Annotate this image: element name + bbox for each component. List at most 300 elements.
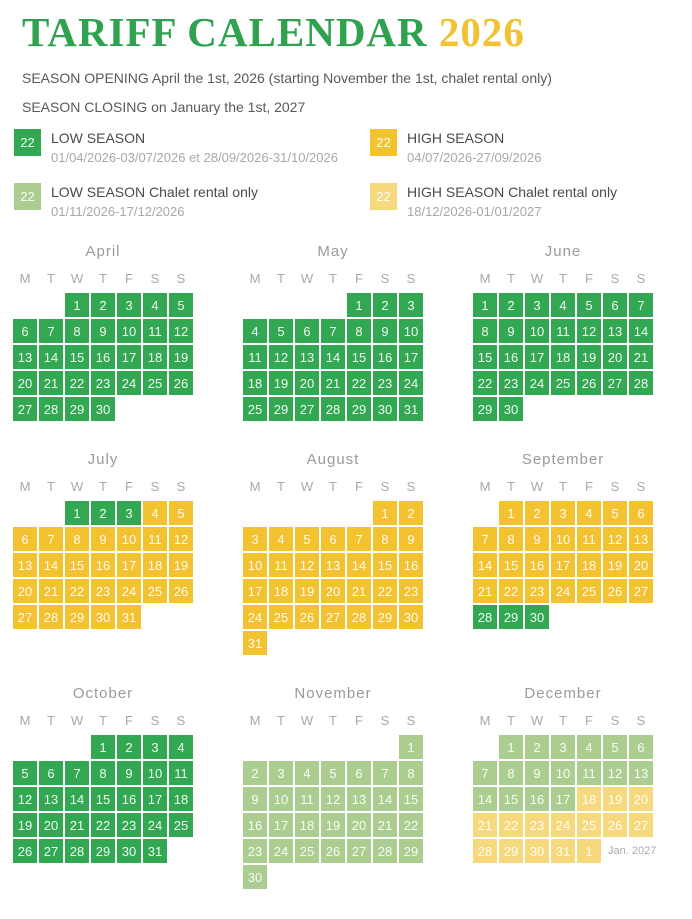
day-november-20: 20 [347, 813, 371, 837]
day-october-22: 22 [91, 813, 115, 837]
day-december-2: 2 [525, 735, 549, 759]
day-april-9: 9 [91, 319, 115, 343]
empty-cell [321, 865, 345, 889]
days-grid [473, 735, 657, 863]
day-november-9: 9 [243, 787, 267, 811]
day-august-13: 13 [321, 553, 345, 577]
day-october-8: 8 [91, 761, 115, 785]
empty-cell [347, 865, 371, 889]
day-october-9: 9 [117, 761, 141, 785]
month-title: June [544, 243, 582, 260]
day-december-8: 8 [499, 761, 523, 785]
day-october-7: 7 [65, 761, 89, 785]
day-august-2: 2 [399, 501, 423, 525]
day-september-10: 10 [551, 527, 575, 551]
day-october-4: 4 [169, 735, 193, 759]
day-july-9: 9 [91, 527, 115, 551]
day-october-26: 26 [13, 839, 37, 863]
day-november-7: 7 [373, 761, 397, 785]
day-december-21: 21 [473, 813, 497, 837]
legend-item-low-season-chalet [14, 183, 370, 219]
day-june-29: 29 [473, 397, 497, 421]
legend-text [407, 129, 541, 165]
day-june-22: 22 [473, 371, 497, 395]
day-september-12: 12 [603, 527, 627, 551]
low-season-swatch: 22 [14, 129, 41, 156]
season-opening-line: SEASON OPENING April the 1st, 2026 (starting November the 1st, chalet rental only) [22, 70, 552, 86]
day-august-31: 31 [243, 631, 267, 655]
empty-cell [269, 293, 293, 317]
low-season-chalet-swatch: 22 [14, 183, 41, 210]
weekday-label: M [249, 271, 261, 286]
day-june-13: 13 [603, 319, 627, 343]
day-july-12: 12 [169, 527, 193, 551]
day-november-26: 26 [321, 839, 345, 863]
day-april-26: 26 [169, 371, 193, 395]
day-june-4: 4 [551, 293, 575, 317]
day-december-1: 1 [577, 839, 601, 863]
day-december-19: 19 [603, 787, 627, 811]
day-august-29: 29 [373, 605, 397, 629]
day-june-27: 27 [603, 371, 627, 395]
day-november-4: 4 [295, 761, 319, 785]
weekday-label: T [99, 479, 107, 494]
empty-cell [243, 293, 267, 317]
day-may-11: 11 [243, 345, 267, 369]
day-august-8: 8 [373, 527, 397, 551]
day-may-15: 15 [347, 345, 371, 369]
empty-cell [169, 397, 193, 421]
day-june-7: 7 [629, 293, 653, 317]
day-may-20: 20 [295, 371, 319, 395]
day-may-29: 29 [347, 397, 371, 421]
day-september-6: 6 [629, 501, 653, 525]
legend-dates: 04/07/2026-27/09/2026 [407, 150, 542, 165]
day-august-25: 25 [269, 605, 293, 629]
day-october-23: 23 [117, 813, 141, 837]
day-august-9: 9 [399, 527, 423, 551]
month-may [243, 243, 473, 421]
day-may-22: 22 [347, 371, 371, 395]
day-may-7: 7 [321, 319, 345, 343]
day-july-22: 22 [65, 579, 89, 603]
empty-cell [321, 501, 345, 525]
season-closing-line: SEASON CLOSING on January the 1st, 2027 [22, 99, 306, 115]
day-july-13: 13 [13, 553, 37, 577]
day-november-12: 12 [321, 787, 345, 811]
day-may-1: 1 [347, 293, 371, 317]
empty-cell [399, 631, 423, 655]
day-june-26: 26 [577, 371, 601, 395]
day-october-5: 5 [13, 761, 37, 785]
empty-cell [169, 605, 193, 629]
day-july-10: 10 [117, 527, 141, 551]
month-title: November [294, 685, 372, 702]
day-july-29: 29 [65, 605, 89, 629]
day-november-27: 27 [347, 839, 371, 863]
days-grid [473, 293, 653, 421]
day-november-16: 16 [243, 813, 267, 837]
day-november-24: 24 [269, 839, 293, 863]
empty-cell [321, 735, 345, 759]
empty-cell [117, 397, 141, 421]
empty-cell [473, 735, 497, 759]
day-july-14: 14 [39, 553, 63, 577]
day-april-2: 2 [91, 293, 115, 317]
empty-cell [39, 501, 63, 525]
empty-cell [373, 865, 397, 889]
day-august-5: 5 [295, 527, 319, 551]
day-september-18: 18 [577, 553, 601, 577]
day-may-16: 16 [373, 345, 397, 369]
day-september-15: 15 [499, 553, 523, 577]
weekday-label: M [479, 271, 491, 286]
weekday-header [13, 713, 193, 728]
weekday-label: T [507, 479, 515, 494]
weekday-label: W [300, 271, 314, 286]
day-may-18: 18 [243, 371, 267, 395]
day-may-28: 28 [321, 397, 345, 421]
empty-cell [143, 397, 167, 421]
empty-cell [551, 397, 575, 421]
day-november-15: 15 [399, 787, 423, 811]
day-june-21: 21 [629, 345, 653, 369]
day-june-3: 3 [525, 293, 549, 317]
day-september-7: 7 [473, 527, 497, 551]
day-october-28: 28 [65, 839, 89, 863]
legend-label: HIGH SEASON Chalet rental only [407, 184, 618, 200]
month-title: May [317, 243, 349, 260]
day-april-22: 22 [65, 371, 89, 395]
day-july-19: 19 [169, 553, 193, 577]
empty-cell [295, 293, 319, 317]
day-october-27: 27 [39, 839, 63, 863]
day-june-5: 5 [577, 293, 601, 317]
day-july-16: 16 [91, 553, 115, 577]
empty-cell [243, 501, 267, 525]
day-december-4: 4 [577, 735, 601, 759]
day-april-17: 17 [117, 345, 141, 369]
day-april-18: 18 [143, 345, 167, 369]
day-december-15: 15 [499, 787, 523, 811]
day-may-19: 19 [269, 371, 293, 395]
day-may-10: 10 [399, 319, 423, 343]
day-december-5: 5 [603, 735, 627, 759]
day-september-5: 5 [603, 501, 627, 525]
empty-cell [603, 397, 627, 421]
weekday-header [13, 479, 193, 494]
day-april-23: 23 [91, 371, 115, 395]
day-september-21: 21 [473, 579, 497, 603]
empty-cell [269, 631, 293, 655]
day-october-2: 2 [117, 735, 141, 759]
page-title-year: 2026 [438, 9, 525, 55]
weekday-header [473, 271, 653, 286]
days-grid [13, 293, 193, 421]
weekday-label: S [636, 479, 646, 494]
day-december-10: 10 [551, 761, 575, 785]
day-september-20: 20 [629, 553, 653, 577]
day-august-10: 10 [243, 553, 267, 577]
empty-cell [551, 605, 575, 629]
weekday-header [473, 479, 653, 494]
weekday-label: W [530, 713, 544, 728]
high-season-chalet-swatch: 22 [370, 183, 397, 210]
weekday-label: S [380, 713, 390, 728]
day-october-11: 11 [169, 761, 193, 785]
weekday-label: T [329, 713, 337, 728]
day-september-23: 23 [525, 579, 549, 603]
weekday-label: T [47, 713, 55, 728]
month-june [473, 243, 692, 421]
day-april-25: 25 [143, 371, 167, 395]
day-august-24: 24 [243, 605, 267, 629]
day-december-9: 9 [525, 761, 549, 785]
weekday-label: S [150, 479, 160, 494]
empty-cell [577, 397, 601, 421]
day-april-21: 21 [39, 371, 63, 395]
day-december-17: 17 [551, 787, 575, 811]
day-december-13: 13 [629, 761, 653, 785]
empty-cell [629, 605, 653, 629]
day-october-14: 14 [65, 787, 89, 811]
day-december-23: 23 [525, 813, 549, 837]
days-grid [13, 735, 193, 863]
day-august-11: 11 [269, 553, 293, 577]
weekday-label: M [249, 479, 261, 494]
day-august-20: 20 [321, 579, 345, 603]
day-december-24: 24 [551, 813, 575, 837]
day-august-16: 16 [399, 553, 423, 577]
day-may-24: 24 [399, 371, 423, 395]
month-title: September [521, 451, 605, 468]
day-july-7: 7 [39, 527, 63, 551]
day-october-15: 15 [91, 787, 115, 811]
weekday-label: S [636, 713, 646, 728]
day-october-10: 10 [143, 761, 167, 785]
empty-cell [269, 501, 293, 525]
legend-text [51, 129, 338, 165]
day-april-19: 19 [169, 345, 193, 369]
weekday-label: S [406, 479, 416, 494]
legend-dates: 01/04/2026-03/07/2026 et 28/09/2026-31/10/2026 [51, 150, 338, 165]
day-july-21: 21 [39, 579, 63, 603]
weekday-label: T [47, 479, 55, 494]
weekday-label: F [585, 713, 593, 728]
day-april-14: 14 [39, 345, 63, 369]
day-may-30: 30 [373, 397, 397, 421]
weekday-label: M [19, 713, 31, 728]
day-july-8: 8 [65, 527, 89, 551]
day-november-18: 18 [295, 813, 319, 837]
day-october-17: 17 [143, 787, 167, 811]
weekday-label: M [19, 271, 31, 286]
day-june-14: 14 [629, 319, 653, 343]
empty-cell [13, 501, 37, 525]
day-june-1: 1 [473, 293, 497, 317]
day-may-4: 4 [243, 319, 267, 343]
day-december-30: 30 [525, 839, 549, 863]
weekday-label: T [507, 713, 515, 728]
page-title [22, 6, 692, 58]
day-november-30: 30 [243, 865, 267, 889]
weekday-label: S [176, 479, 186, 494]
day-november-28: 28 [373, 839, 397, 863]
day-april-20: 20 [13, 371, 37, 395]
day-november-8: 8 [399, 761, 423, 785]
day-november-29: 29 [399, 839, 423, 863]
day-june-11: 11 [551, 319, 575, 343]
day-april-11: 11 [143, 319, 167, 343]
empty-cell [347, 501, 371, 525]
day-april-7: 7 [39, 319, 63, 343]
day-april-5: 5 [169, 293, 193, 317]
day-december-14: 14 [473, 787, 497, 811]
day-october-20: 20 [39, 813, 63, 837]
day-july-6: 6 [13, 527, 37, 551]
weekday-label: S [380, 479, 390, 494]
legend-item-high-season-chalet [370, 183, 692, 219]
weekday-label: W [70, 713, 84, 728]
empty-cell [373, 631, 397, 655]
month-december [473, 685, 692, 889]
day-may-17: 17 [399, 345, 423, 369]
day-september-26: 26 [603, 579, 627, 603]
day-november-13: 13 [347, 787, 371, 811]
day-june-24: 24 [525, 371, 549, 395]
weekday-label: S [610, 271, 620, 286]
weekday-label: M [19, 479, 31, 494]
day-september-9: 9 [525, 527, 549, 551]
day-may-13: 13 [295, 345, 319, 369]
weekday-label: T [277, 479, 285, 494]
day-september-2: 2 [525, 501, 549, 525]
tariff-calendar-page [0, 6, 692, 918]
weekday-label: S [406, 271, 416, 286]
day-april-29: 29 [65, 397, 89, 421]
day-september-28: 28 [473, 605, 497, 629]
day-september-11: 11 [577, 527, 601, 551]
day-august-27: 27 [321, 605, 345, 629]
day-december-1: 1 [499, 735, 523, 759]
day-april-13: 13 [13, 345, 37, 369]
day-may-12: 12 [269, 345, 293, 369]
day-december-11: 11 [577, 761, 601, 785]
days-grid [243, 293, 423, 421]
legend-item-low-season [14, 129, 370, 165]
day-july-4: 4 [143, 501, 167, 525]
empty-cell [473, 501, 497, 525]
day-december-25: 25 [577, 813, 601, 837]
weekday-header [243, 479, 423, 494]
day-june-2: 2 [499, 293, 523, 317]
day-september-22: 22 [499, 579, 523, 603]
day-april-6: 6 [13, 319, 37, 343]
day-november-1: 1 [399, 735, 423, 759]
weekday-label: F [125, 271, 133, 286]
day-may-2: 2 [373, 293, 397, 317]
day-december-27: 27 [629, 813, 653, 837]
day-july-5: 5 [169, 501, 193, 525]
month-april [13, 243, 243, 421]
day-july-2: 2 [91, 501, 115, 525]
empty-cell [321, 631, 345, 655]
day-october-6: 6 [39, 761, 63, 785]
empty-cell [577, 605, 601, 629]
day-september-29: 29 [499, 605, 523, 629]
day-november-21: 21 [373, 813, 397, 837]
day-october-21: 21 [65, 813, 89, 837]
weekday-label: F [585, 479, 593, 494]
weekday-header [243, 271, 423, 286]
weekday-label: S [150, 271, 160, 286]
day-november-5: 5 [321, 761, 345, 785]
legend-text [407, 183, 617, 219]
day-april-16: 16 [91, 345, 115, 369]
weekday-label: T [329, 479, 337, 494]
weekday-label: T [99, 271, 107, 286]
day-july-15: 15 [65, 553, 89, 577]
season-info [22, 70, 692, 115]
day-april-28: 28 [39, 397, 63, 421]
day-december-26: 26 [603, 813, 627, 837]
weekday-label: S [406, 713, 416, 728]
day-november-6: 6 [347, 761, 371, 785]
empty-cell [243, 735, 267, 759]
empty-cell [399, 865, 423, 889]
day-september-1: 1 [499, 501, 523, 525]
months-grid [13, 243, 692, 919]
month-september [473, 451, 692, 655]
weekday-label: T [559, 713, 567, 728]
legend-text [51, 183, 258, 219]
month-title: October [72, 685, 134, 702]
day-october-13: 13 [39, 787, 63, 811]
day-may-6: 6 [295, 319, 319, 343]
weekday-label: S [610, 713, 620, 728]
weekday-label: S [636, 271, 646, 286]
day-july-25: 25 [143, 579, 167, 603]
day-november-10: 10 [269, 787, 293, 811]
day-may-14: 14 [321, 345, 345, 369]
day-april-4: 4 [143, 293, 167, 317]
day-november-14: 14 [373, 787, 397, 811]
jan-2027-note: Jan. 2027 [608, 845, 657, 857]
day-december-20: 20 [629, 787, 653, 811]
day-july-23: 23 [91, 579, 115, 603]
day-october-3: 3 [143, 735, 167, 759]
day-june-8: 8 [473, 319, 497, 343]
day-december-12: 12 [603, 761, 627, 785]
legend-label: HIGH SEASON [407, 130, 505, 146]
day-september-27: 27 [629, 579, 653, 603]
day-april-1: 1 [65, 293, 89, 317]
day-july-24: 24 [117, 579, 141, 603]
day-december-6: 6 [629, 735, 653, 759]
weekday-label: F [355, 479, 363, 494]
weekday-label: T [47, 271, 55, 286]
weekday-label: F [355, 271, 363, 286]
weekday-label: T [99, 713, 107, 728]
weekday-label: S [610, 479, 620, 494]
day-august-3: 3 [243, 527, 267, 551]
day-august-7: 7 [347, 527, 371, 551]
empty-cell [13, 735, 37, 759]
empty-cell [65, 735, 89, 759]
weekday-header [243, 713, 423, 728]
weekday-label: S [176, 713, 186, 728]
day-august-26: 26 [295, 605, 319, 629]
